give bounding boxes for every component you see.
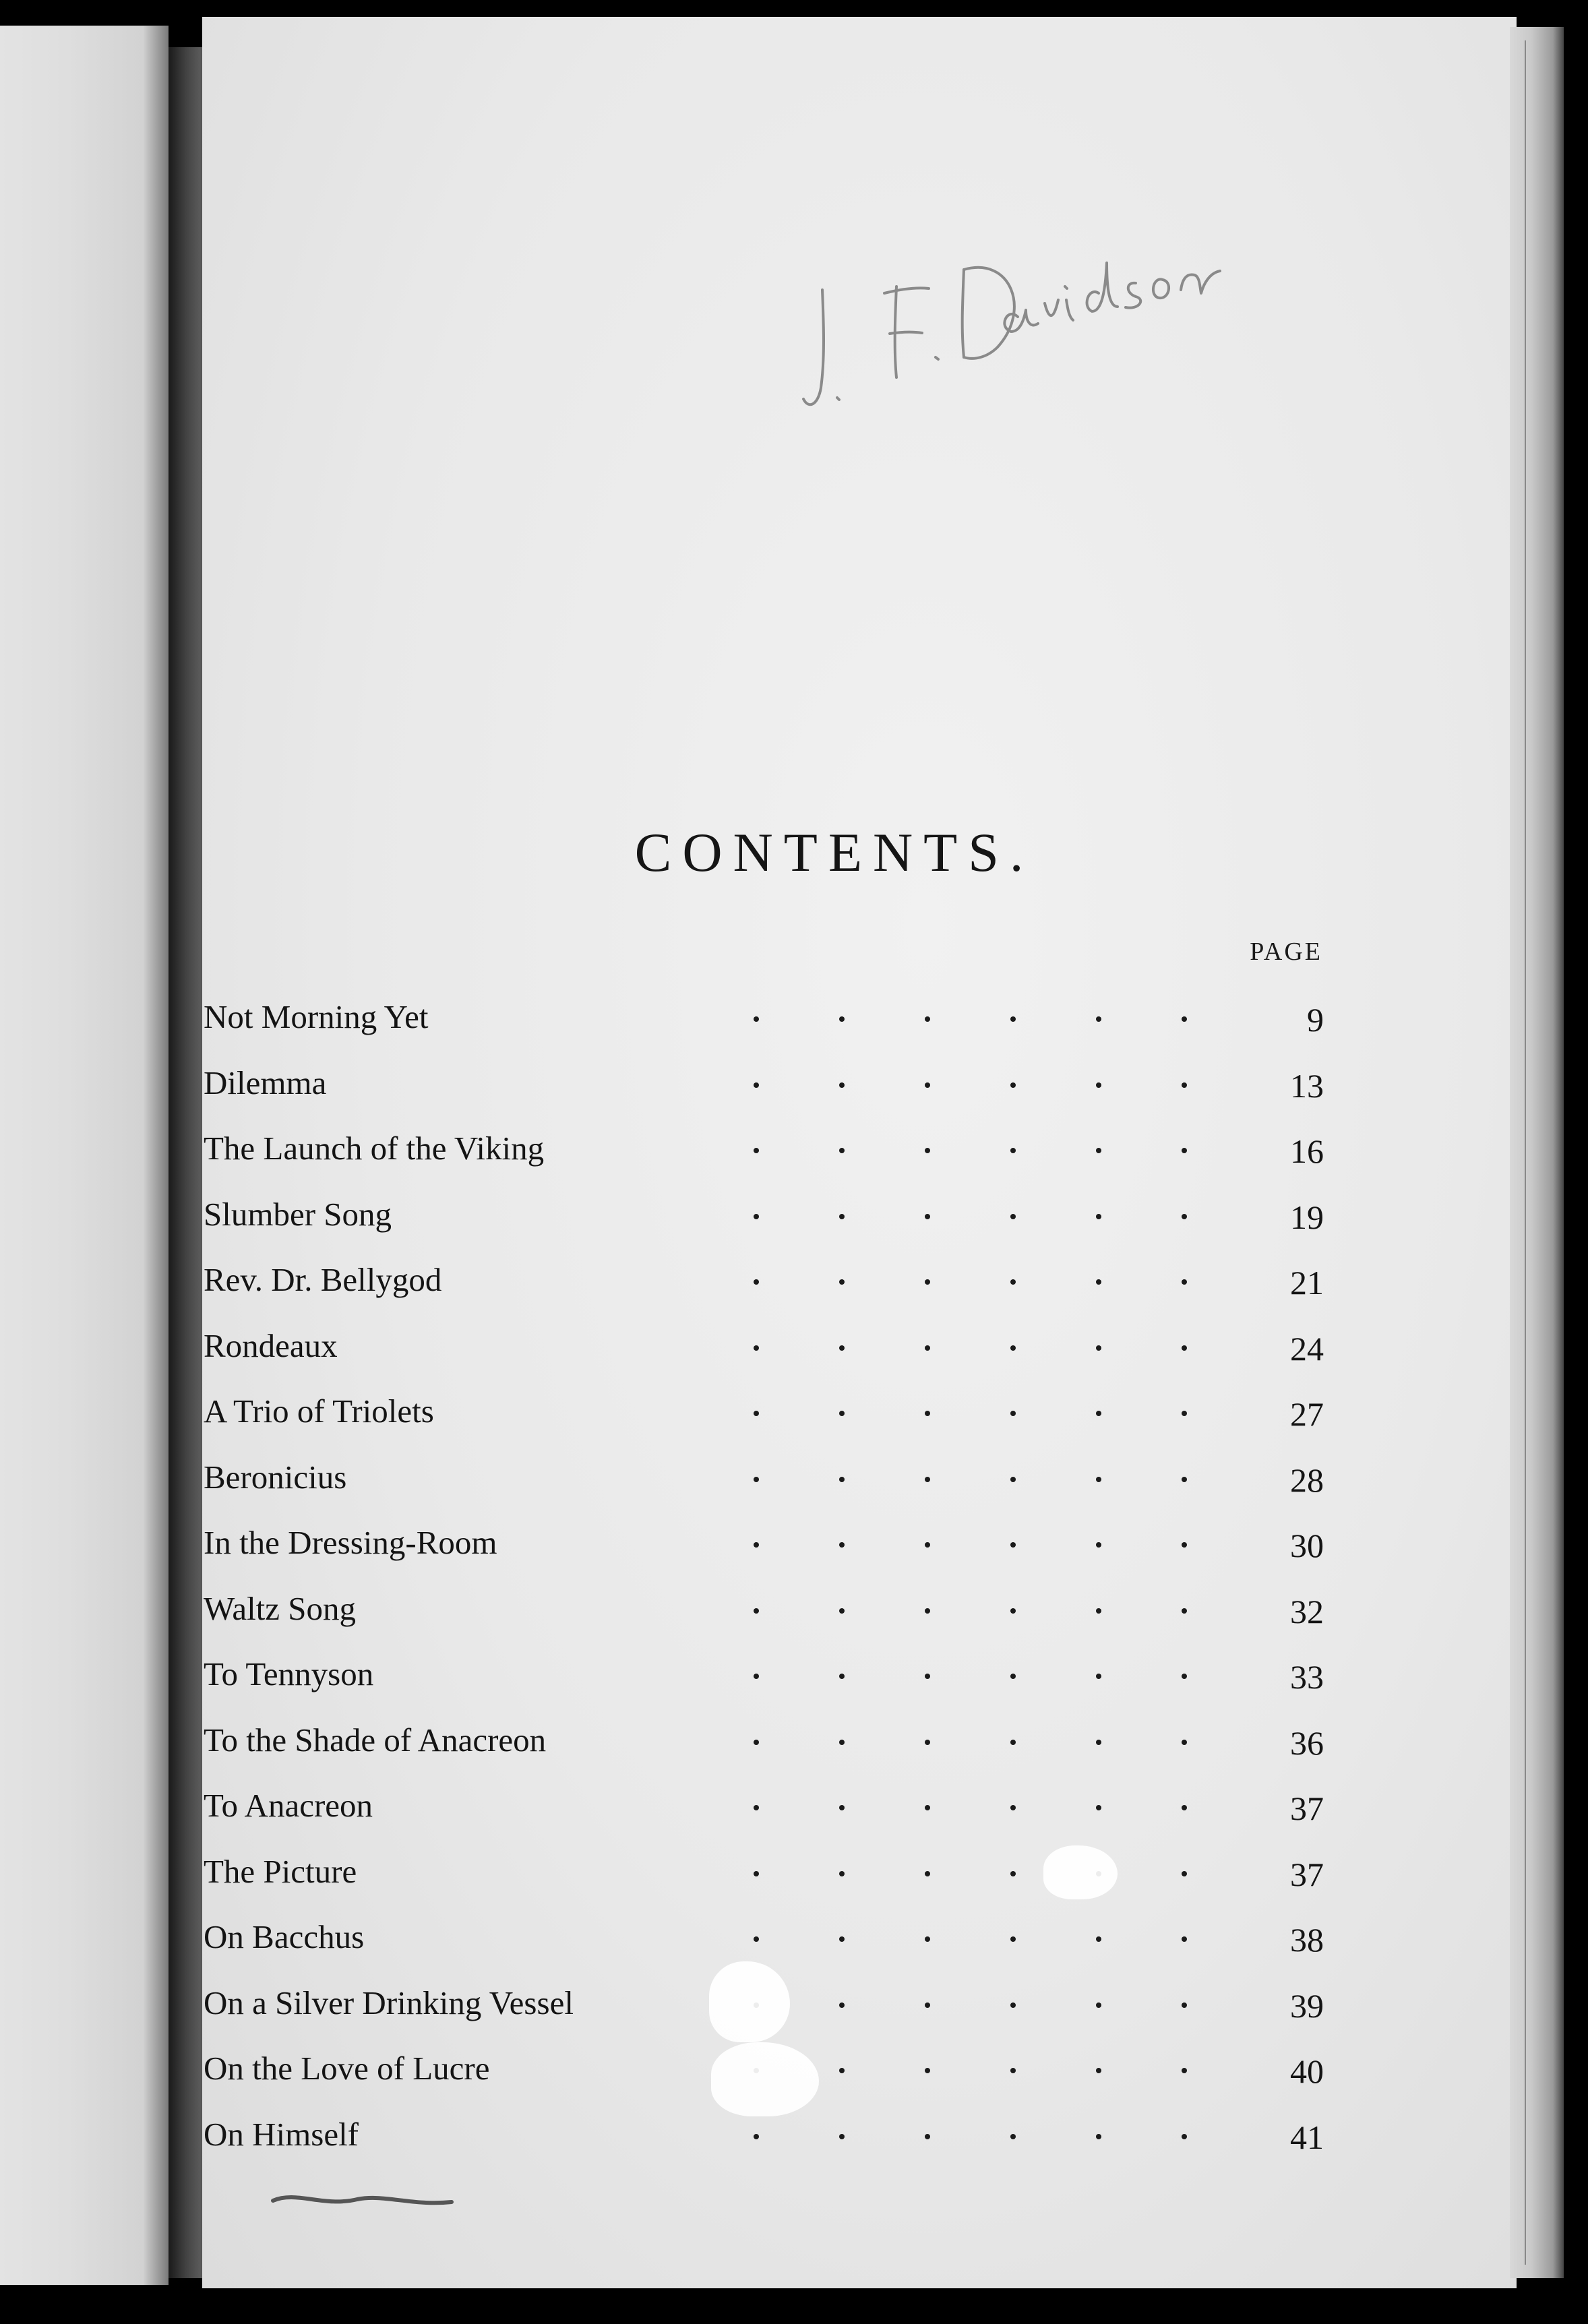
dot-leader [534,1329,1256,1363]
entry-title: Rondeaux [204,1326,338,1364]
entry-title: On Bacchus [204,1918,365,1955]
entry-page-number: 30 [1290,1527,1324,1564]
left-page-shadow [143,26,170,2285]
entry-page-number: 24 [1290,1329,1324,1368]
dot-leader [534,1461,1256,1494]
dot-leader [534,1592,1256,1626]
entry-page-number: 16 [1290,1132,1324,1170]
contents-entry [204,1115,1324,1182]
dot-leader [534,1000,1256,1034]
contents-entry [204,984,1324,1050]
dot-leader [534,2118,1256,2151]
dot-leader [534,1263,1256,1297]
entry-title: The Picture [204,1852,357,1890]
entry-title: To Tennyson [204,1655,374,1692]
entry-title: Dilemma [204,1064,327,1101]
entry-page-number: 38 [1290,1921,1324,1959]
entry-page-number: 13 [1290,1066,1324,1105]
contents-entry [204,1182,1324,1248]
entry-page-number: 39 [1290,1986,1324,2025]
right-page-edge [1510,27,1564,2278]
paper-blemish [711,2042,819,2116]
contents-entry [204,1313,1324,1379]
contents-entry [204,1839,1324,1905]
entry-title: On Himself [204,2115,359,2153]
contents-entry [204,1641,1324,1707]
entry-page-number: 37 [1290,1790,1324,1827]
ink-mark [270,2187,458,2214]
entry-page-number: 40 [1290,2052,1324,2090]
contents-entry [204,1773,1324,1839]
entry-title: A Trio of Triolets [204,1393,434,1430]
entry-title: To Anacreon [204,1787,373,1824]
entry-page-number: 41 [1290,2118,1324,2156]
contents-entry [204,1444,1324,1510]
contents-entry [204,1904,1324,1970]
dot-leader [534,1526,1256,1560]
page-column-label: PAGE [1250,938,1322,966]
entry-page-number: 28 [1290,1461,1324,1499]
entry-title: On the Love of Lucre [204,2050,490,2087]
entry-page-number: 21 [1290,1264,1324,1302]
dot-leader [534,1132,1256,1165]
dot-leader [534,1789,1256,1823]
paper-blemish [1043,1845,1118,1899]
contents-entry [204,1247,1324,1313]
dot-leader [534,1066,1256,1100]
dot-leader [534,1855,1256,1889]
entry-title: In the Dressing-Room [204,1524,497,1561]
dot-leader [534,1986,1256,2020]
entry-title: Slumber Song [204,1195,392,1233]
entry-page-number: 9 [1307,1001,1324,1039]
entry-page-number: 36 [1290,1723,1324,1762]
dot-leader [534,1657,1256,1691]
entry-page-number: 27 [1290,1395,1324,1433]
handwritten-signature [795,155,1267,438]
entry-title: Waltz Song [204,1589,357,1627]
entry-page-number: 32 [1290,1592,1324,1630]
contents-entry [204,1707,1324,1773]
entry-title: Beronicius [204,1458,347,1496]
contents-entry [204,1050,1324,1116]
contents-entry [204,1378,1324,1444]
entry-page-number: 33 [1290,1658,1324,1696]
contents-heading: CONTENTS. [634,822,1035,883]
contents-entry [204,1576,1324,1642]
entry-title: On a Silver Drinking Vessel [204,1984,574,2021]
entry-page-number: 19 [1290,1198,1324,1236]
dot-leader [534,1395,1256,1428]
entry-title: The Launch of the Viking [204,1130,545,1167]
page-edge-line [1525,40,1526,2265]
paper-blemish [709,1961,790,2042]
entry-title: To the Shade of Anacreon [204,1721,547,1759]
dot-leader [534,1198,1256,1231]
entry-title: Rev. Dr. Bellygod [204,1261,442,1298]
dot-leader [534,1920,1256,1954]
dot-leader [534,2052,1256,2085]
dot-leader [534,1723,1256,1757]
entry-page-number: 37 [1290,1855,1324,1893]
contents-entry [204,1510,1324,1576]
entry-title: Not Morning Yet [204,998,429,1035]
